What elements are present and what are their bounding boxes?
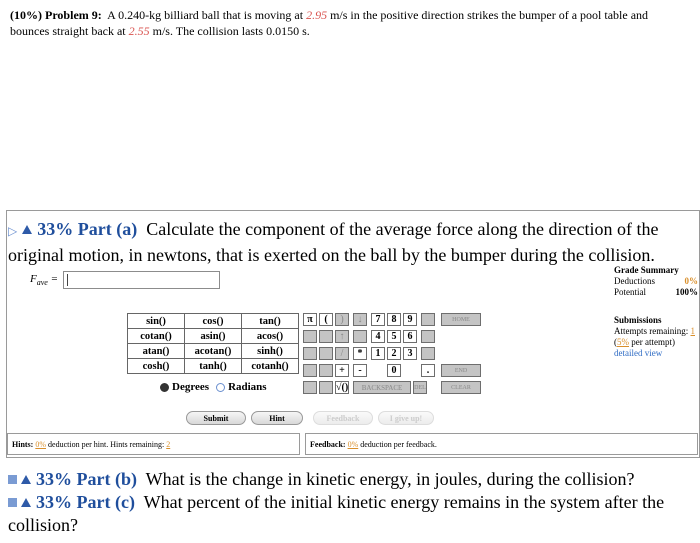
give-up-button[interactable]: I give up! <box>378 411 434 425</box>
key-blank-7[interactable] <box>303 381 317 394</box>
key-blank-1[interactable] <box>303 330 317 343</box>
fn-cosh[interactable]: cosh() <box>128 359 185 374</box>
potential-value: 100% <box>675 287 698 297</box>
warning-icon <box>22 225 32 234</box>
key-clear[interactable]: CLEAR <box>441 381 481 394</box>
submissions-panel: Submissions Attempts remaining: 1 (5% per attempt) detailed view <box>614 315 700 359</box>
key-divide[interactable]: / <box>335 347 349 360</box>
fn-tan[interactable]: tan() <box>242 314 299 329</box>
text-caret <box>67 274 68 286</box>
attempts-label: Attempts remaining: <box>614 326 691 336</box>
feedback-pct: 0% <box>347 440 359 449</box>
fn-cos[interactable]: cos() <box>185 314 242 329</box>
degrees-radio[interactable] <box>160 383 169 392</box>
warning-icon <box>21 498 31 507</box>
hints-text: deduction per hint. Hints remaining: <box>46 440 167 449</box>
problem-text-3: m/s. The collision lasts 0.0150 s. <box>149 24 310 38</box>
key-plus[interactable]: + <box>335 364 349 377</box>
fn-asin[interactable]: asin() <box>185 329 242 344</box>
hints-pct: 0% <box>35 440 47 449</box>
key-blank-11[interactable] <box>421 330 435 343</box>
hints-label: Hints: <box>12 440 36 449</box>
per-attempt-text: per attempt) <box>629 337 675 347</box>
key-home[interactable]: HOME <box>441 313 481 326</box>
potential-label: Potential <box>614 287 646 297</box>
fn-sinh[interactable]: sinh() <box>242 344 299 359</box>
key-4[interactable]: 4 <box>371 330 385 343</box>
answer-sub: ave <box>36 278 48 288</box>
key-down[interactable]: ↓ <box>353 313 367 326</box>
problem-text-1: A 0.240-kg billiard ball that is moving at <box>107 8 307 22</box>
part-c-percent: 33% <box>36 492 72 512</box>
angle-mode <box>160 381 267 393</box>
key-blank-3[interactable] <box>303 347 317 360</box>
expand-triangle-icon[interactable]: ▷ <box>8 224 18 238</box>
key-9[interactable]: 9 <box>403 313 417 326</box>
key-8[interactable]: 8 <box>387 313 401 326</box>
part-a-question <box>8 217 698 267</box>
deductions-label: Deductions <box>614 276 655 286</box>
submissions-title: Submissions <box>614 315 662 325</box>
detailed-view-link[interactable]: detailed view <box>614 348 663 358</box>
collapsed-square-icon <box>8 498 17 507</box>
key-rparen[interactable]: ) <box>335 313 349 326</box>
fn-atan[interactable]: atan() <box>128 344 185 359</box>
key-decimal[interactable]: . <box>421 364 435 377</box>
part-b-percent: 33% <box>36 469 72 489</box>
key-3[interactable]: 3 <box>403 347 417 360</box>
key-blank-6[interactable] <box>319 364 333 377</box>
part-b-text: What is the change in kinetic energy, in joules, during the collision? <box>145 469 635 489</box>
speed-2: 2.55 <box>128 24 150 38</box>
feedback-button[interactable]: Feedback <box>313 411 373 425</box>
key-end[interactable]: END <box>441 364 481 377</box>
fn-acos[interactable]: acos() <box>242 329 299 344</box>
submit-button[interactable]: Submit <box>186 411 246 425</box>
fn-tanh[interactable]: tanh() <box>185 359 242 374</box>
radians-radio[interactable] <box>216 383 225 392</box>
part-c-title: Part (c) <box>76 492 135 512</box>
key-blank-10[interactable] <box>421 313 435 326</box>
key-backspace[interactable]: BACKSPACE <box>353 381 411 394</box>
answer-label <box>30 273 58 287</box>
part-b-title: Part (b) <box>76 469 137 489</box>
warning-icon <box>21 475 31 484</box>
fn-cotan[interactable]: cotan() <box>128 329 185 344</box>
deductions-value: 0% <box>684 276 698 286</box>
key-blank-2[interactable] <box>319 330 333 343</box>
key-del[interactable]: DEL <box>413 381 427 394</box>
key-lparen[interactable]: ( <box>319 313 333 326</box>
grade-summary <box>614 265 698 298</box>
fn-sin[interactable]: sin() <box>128 314 185 329</box>
key-blank-9[interactable] <box>353 330 367 343</box>
part-b-question[interactable] <box>8 468 698 491</box>
attempts-remaining: 1 <box>690 326 695 336</box>
part-a-text: Calculate the component of the average force along the direction of the original motion, in newtons, that is exerted on the ball by the bumper during the collision. <box>8 219 659 265</box>
problem-statement <box>10 7 690 39</box>
key-times[interactable]: * <box>353 347 367 360</box>
key-pi[interactable]: π <box>303 313 317 326</box>
radians-label: Radians <box>228 381 267 393</box>
key-sqrt[interactable]: √() <box>336 382 349 393</box>
answer-eq: = <box>47 273 59 285</box>
hints-remaining: 2 <box>166 440 171 449</box>
key-2[interactable]: 2 <box>387 347 401 360</box>
feedback-bar <box>305 433 698 455</box>
part-a-title: Part (a) <box>77 219 138 239</box>
function-keys <box>127 313 299 374</box>
hint-button[interactable]: Hint <box>251 411 303 425</box>
key-1[interactable]: 1 <box>371 347 385 360</box>
per-attempt-pct: 5% <box>617 337 629 347</box>
part-a-percent: 33% <box>37 219 74 239</box>
part-c-question[interactable] <box>8 491 698 537</box>
speed-1: 2.95 <box>306 8 328 22</box>
part-c-text: What percent of the initial kinetic energy remains in the system after the collision? <box>8 492 665 535</box>
key-blank-12[interactable] <box>421 347 435 360</box>
feedback-label: Feedback: <box>310 440 348 449</box>
key-blank-5[interactable] <box>303 364 317 377</box>
problem-label: (10%) Problem 9: <box>10 8 102 22</box>
problem-text-2: m/s in the positive direction strikes the bumper of a pool table and bounces straight back at <box>10 8 649 38</box>
key-0[interactable]: 0 <box>387 364 401 377</box>
answer-input[interactable] <box>63 271 220 289</box>
key-7[interactable]: 7 <box>371 313 385 326</box>
key-minus[interactable]: - <box>353 364 367 377</box>
fn-cotanh[interactable]: cotanh() <box>242 359 299 374</box>
feedback-text: deduction per feedback. <box>358 440 437 449</box>
key-blank-8[interactable] <box>319 381 333 394</box>
answer-var: F <box>30 273 37 285</box>
degrees-label: Degrees <box>172 381 210 393</box>
key-6[interactable]: 6 <box>403 330 417 343</box>
grade-summary-title: Grade Summary <box>614 265 679 275</box>
key-up[interactable]: ↑ <box>335 330 349 343</box>
collapsed-square-icon <box>8 475 17 484</box>
later-parts <box>8 468 698 537</box>
key-5[interactable]: 5 <box>387 330 401 343</box>
hints-bar <box>7 433 300 455</box>
fn-acotan[interactable]: acotan() <box>185 344 242 359</box>
key-blank-4[interactable] <box>319 347 333 360</box>
